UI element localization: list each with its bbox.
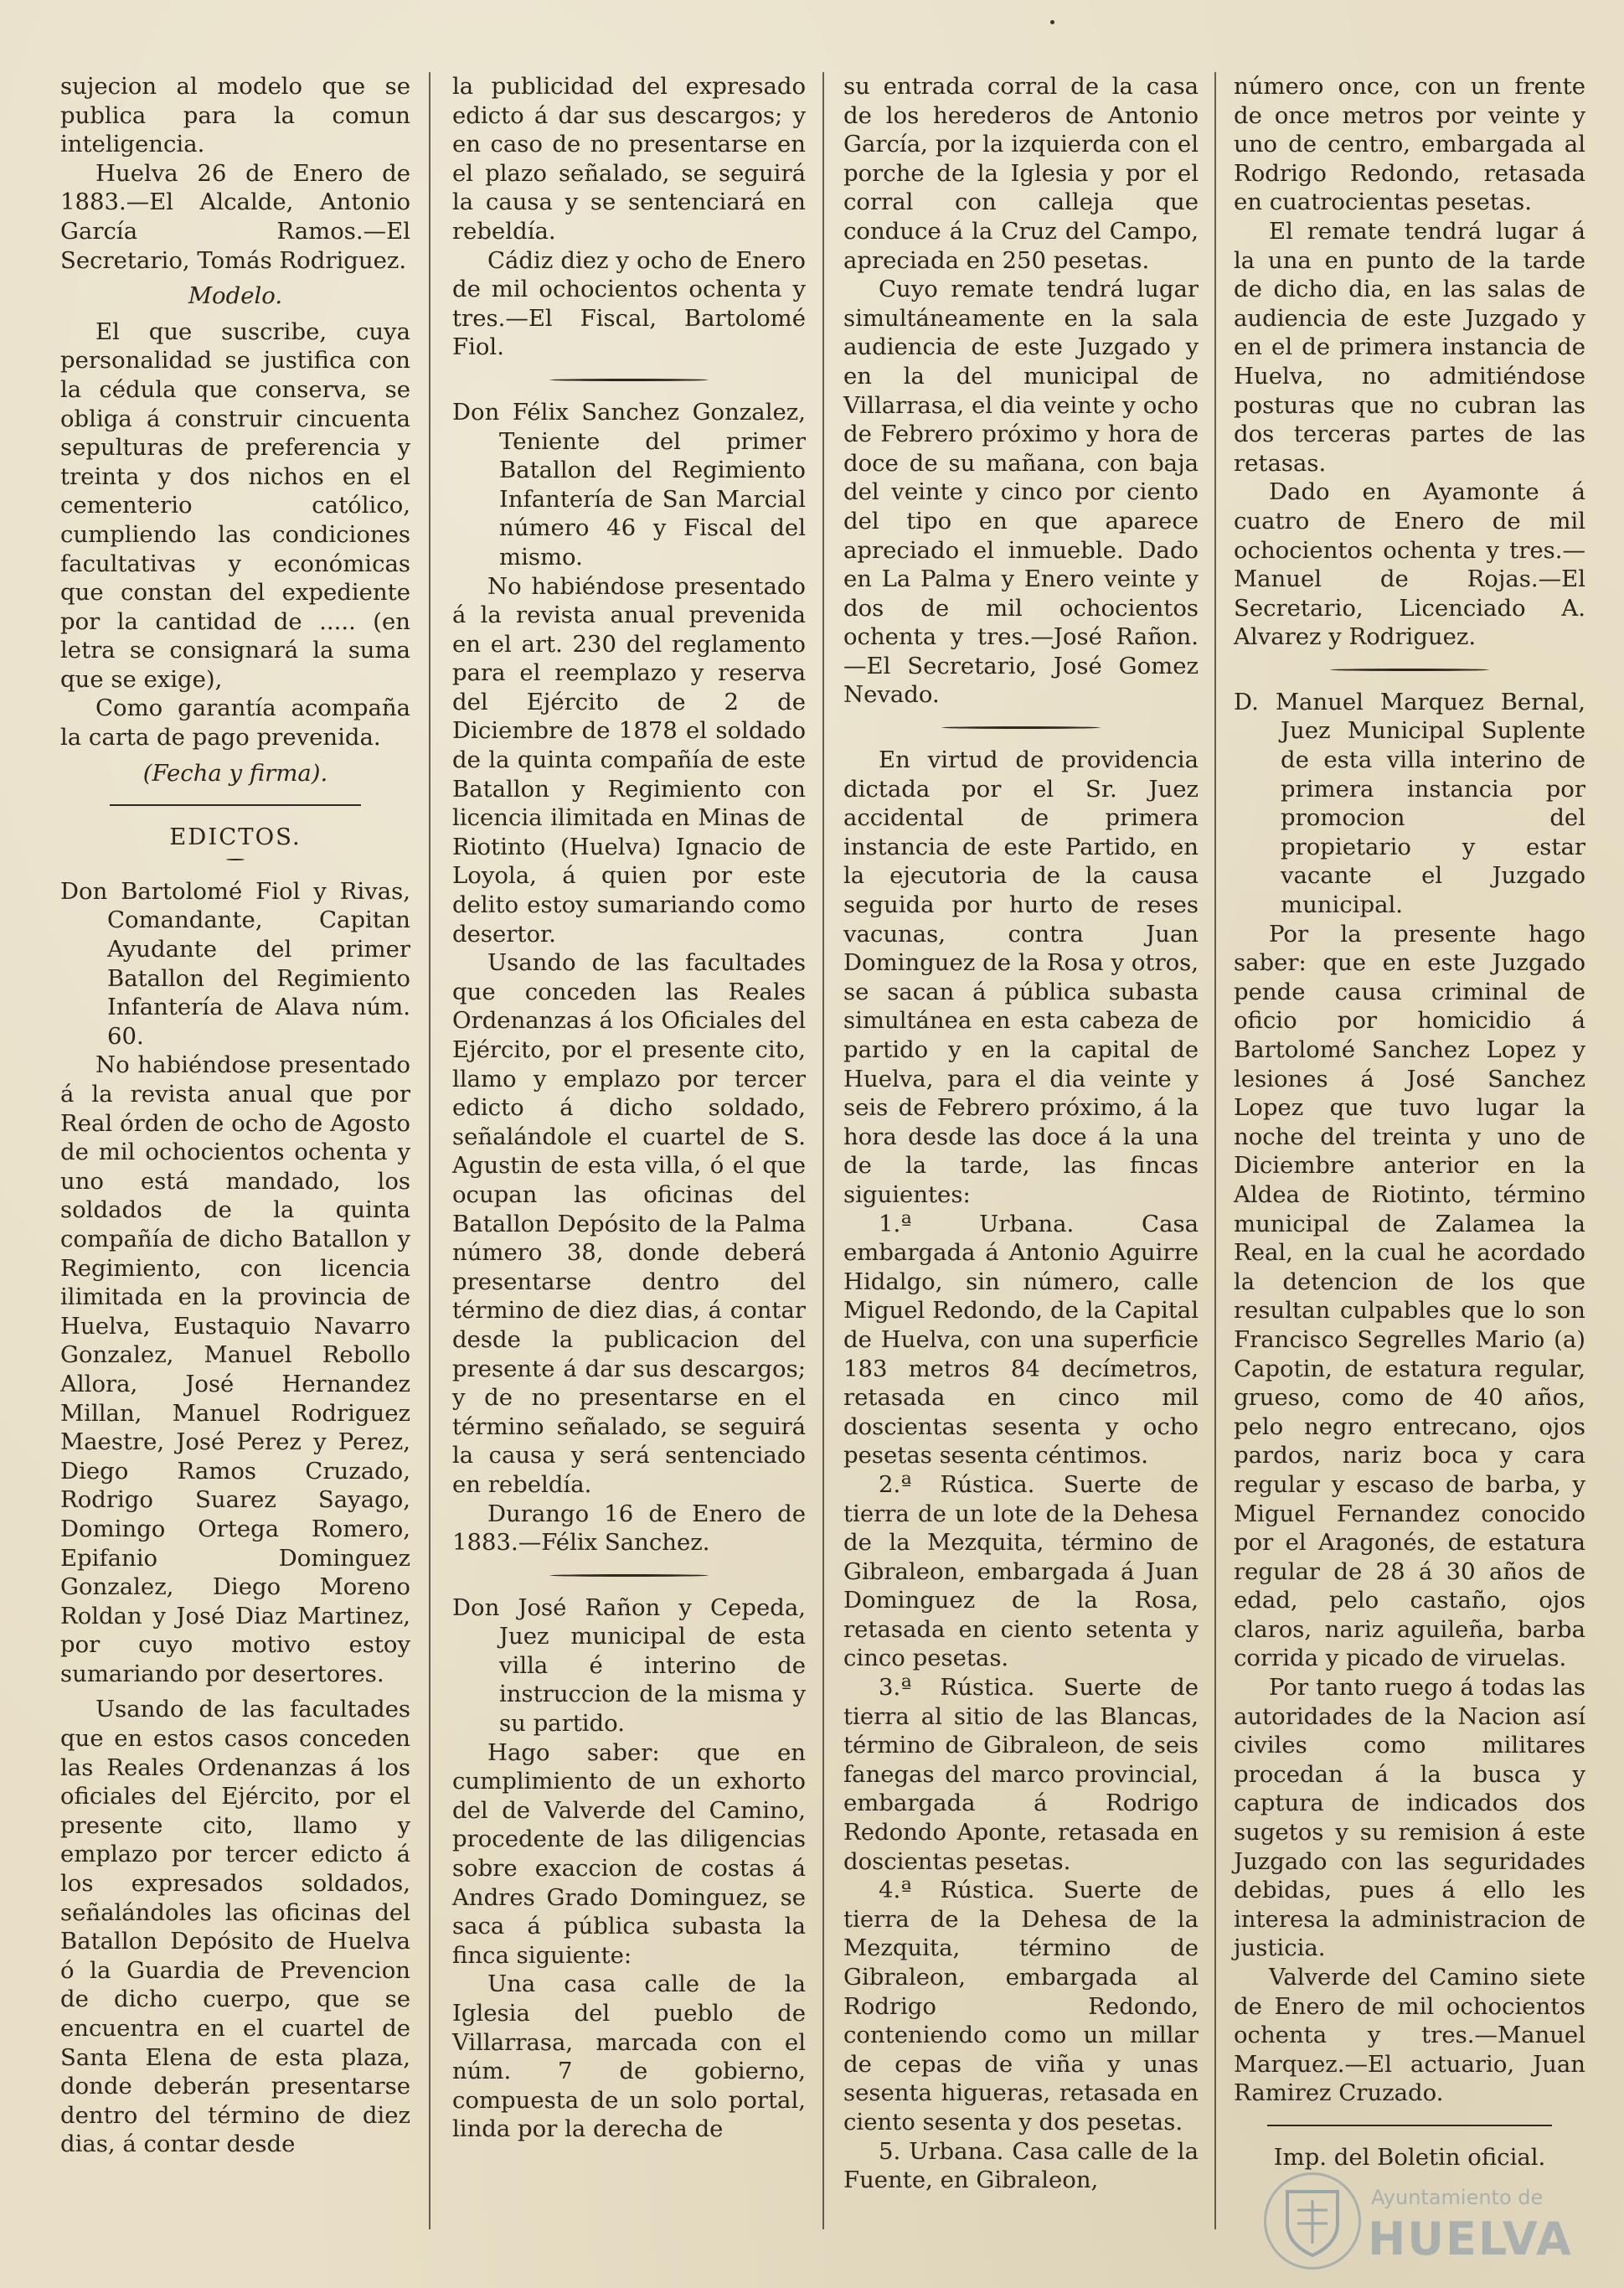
separator-line xyxy=(110,804,361,806)
watermark xyxy=(1264,2166,1574,2275)
list-item: 1.ª Urbana. Casa embargada á Antonio Aguirre Hidalgo, sin número, calle Miguel Redondo, de la Capital de Huelva, con una superficie 183 metros 84 decímetros, retasada en cinco mil doscientas sesenta y ocho pesetas sesenta céntimos. xyxy=(843,1210,1199,1469)
paragraph: El que suscribe, cuya personalidad se justifica con la cédula que conserva, se obliga á construir cincuenta sepulturas de preferencia y treinta y dos nichos en el cementerio católico, cumpliendo las condiciones facultativas y económicas que constan del expediente por la cantidad de ..... (en letra se consignará la suma que se exige), xyxy=(60,318,410,693)
paragraph: Valverde del Camino siete de Enero de mil ochocientos ochenta y tres.—Manuel Marquez.—El actuario, Juan Ramirez Cruzado. xyxy=(1234,1964,1585,2107)
paragraph: Cuyo remate tendrá lugar simultáneamente en la sala audiencia de este Juzgado y en la del municipal de Villarrasa, el dia veinte y ocho de Febrero próximo y hora de doce de su mañana, con baja del veinte y cinco por ciento del tipo en que aparece apreciado el inmueble. Dado en La Palma y Enero veinte y dos de mil ochocientos ochenta y tres.—José Rañon.—El Secretario, José Gomez Nevado. xyxy=(843,276,1199,709)
separator-line xyxy=(1267,2125,1552,2126)
paragraph: Cádiz diez y ocho de Enero de mil ochocientos ochenta y tres.—El Fiscal, Bartolomé Fiol. xyxy=(452,246,806,361)
separator-line xyxy=(549,1574,709,1577)
paragraph: No habiéndose presentado á la revista anual que por Real órden de ocho de Agosto de mil ochocientos ochenta y uno está mandado, los soldados de la quinta compañía de dicho Batallon y Regimiento, con licencia ilimitada en la provincia de Huelva, Eustaquio Navarro Gonzalez, Manuel Rebollo Allora, José Hernandez Millan, Manuel Rodriguez Maestre, José Perez y Perez, Diego Ramos Cruzado, Rodrigo Suarez Sayago, Domingo Ortega Romero, Epifanio Dominguez Gonzalez, Diego Moreno Roldan y José Diaz Martinez, por cuyo motivo estoy sumariando por desertores. xyxy=(60,1051,410,1687)
paragraph: Dado en Ayamonte á cuatro de Enero de mil ochocientos ochenta y tres.—Manuel de Rojas.—El Secretario, Licenciado A. Alvarez y Rodriguez. xyxy=(1234,478,1585,651)
paragraph: Una casa calle de la Iglesia del pueblo de Villarrasa, marcada con el núm. 7 de gobierno, compuesta de un solo portal, linda por la derecha de xyxy=(452,1970,806,2143)
column-1 xyxy=(60,72,410,2238)
paragraph: No habiéndose presentado á la revista anual prevenida en el art. 230 del reglamento para el reemplazo y reserva del Ejército de 2 de Diciembre de 1878 el soldado de la quinta compañía de este Batallon y Regimiento con licencia ilimitada en Minas de Riotinto (Huelva) Ignacio de Loyola, á quien por este delito estoy sumariando como desertor. xyxy=(452,572,806,948)
edict-header: D. Manuel Marquez Bernal, Juez Municipal Suplente de esta villa interino de primera instancia por promocion del propietario y estar vacante el Juzgado municipal. xyxy=(1234,688,1585,919)
column-4 xyxy=(1234,72,1585,2238)
section-title: Modelo. xyxy=(188,282,283,310)
paragraph: Usando de las facultades que en estos casos conceden las Reales Ordenanzas á los oficiales del Ejército, por el presente cito, llamo y emplazo por tercer edicto á los expresados soldados, señalándoles las oficinas del Batallon Depósito de Huelva ó la Guardia de Prevencion de dicho cuerpo, que se encuentra en el cuartel de Santa Elena de esta plaza, donde deberán presentarse dentro del término de diez dias, á contar desde xyxy=(60,1696,410,2158)
printer-imprint: Imp. del Boletin oficial. xyxy=(1273,2143,1546,2171)
paragraph: número once, con un frente de once metros por veinte y uno de centro, embargada al Rodrigo Redondo, retasada en cuatrocientas pesetas. xyxy=(1234,73,1585,216)
list-item: 3.ª Rústica. Suerte de tierra al sitio de las Blancas, término de Gibraleon, de seis fanegas del marco provincial, embargada á Rodrigo Redondo Aponte, retasada en doscientas pesetas. xyxy=(843,1674,1199,1875)
column-rule-2 xyxy=(822,72,824,2229)
watermark-city: HUELVA xyxy=(1368,2213,1573,2265)
paragraph: Por tanto ruego á todas las autoridades de la Nacion así civiles como militares procedan á la busca y captura de indicados dos sugetos y su remision á este Juzgado con las seguridades debidas, pues á ello les interesa la administracion de justicia. xyxy=(1234,1674,1585,1962)
edict-header: Don José Rañon y Cepeda, Juez municipal de esta villa é interino de instruccion de la misma y su partido. xyxy=(452,1593,806,1738)
separator-line xyxy=(1330,669,1489,671)
separator-line xyxy=(549,379,709,381)
paragraph: Huelva 26 de Enero de 1883.—El Alcalde, Antonio García Ramos.—El Secretario, Tomás Rodriguez. xyxy=(60,159,410,274)
column-rule-3 xyxy=(1214,72,1216,2229)
paragraph: Como garantía acompaña la carta de pago prevenida. xyxy=(60,695,410,751)
paragraph: sujecion al modelo que se publica para la comun inteligencia. xyxy=(60,73,410,158)
paragraph: Hago saber: que en cumplimiento de un exhorto del de Valverde del Camino, procedente de las diligencias sobre exaccion de costas á Andres Grado Dominguez, se saca á pública subasta la finca siguiente: xyxy=(452,1738,806,1969)
separator-line xyxy=(941,726,1101,729)
paragraph: Por la presente hago saber: que en este Juzgado pende causa criminal de oficio por homicidio á Bartolomé Sanchez Lopez y lesiones á José Sanchez Lopez que tuvo lugar la noche del treinta y uno de Diciembre anterior en la Aldea de Riotinto, término municipal de Zalamea la Real, en la cual he acordado la detencion de los que resultan culpables que lo son Francisco Segrelles Mario (a) Capotin, de estatura regular, grueso, como de 40 años, pelo negro entrecano, ojos pardos, nariz boca y cara regular y escaso de barba, y Miguel Fernandez conocido por el Aragonés, de estatura regular de 28 á 30 años de edad, pelo castaño, ojos claros, nariz aguileña, barba corrida y picado de viruelas. xyxy=(1234,920,1585,1672)
paragraph: Durango 16 de Enero de 1883.—Félix Sanchez. xyxy=(452,1500,806,1557)
watermark-label: Ayuntamiento de xyxy=(1371,2186,1544,2209)
column-2 xyxy=(452,72,806,2238)
edict-header: Don Bartolomé Fiol y Rivas, Comandante, Capitan Ayudante del primer Batallon del Regimiento Infantería de Alava núm. 60. xyxy=(60,877,410,1050)
list-item: 4.ª Rústica. Suerte de tierra de la Dehesa de la Mezquita, término de Gibraleon, embargada al Rodrigo Redondo, conteniendo como un millar de cepas de viña y unas sesenta higueras, retasada en ciento sesenta y dos pesetas. xyxy=(843,1877,1199,2136)
paragraph: Usando de las facultades que conceden las Reales Ordenanzas á los Oficiales del Ejército, por el presente cito, llamo y emplazo por tercer edicto á dicho soldado, señalándole el cuartel de S. Agustin de esta villa, ó el que ocupan las oficinas del Batallon Depósito de la Palma número 38, donde deberá presentarse dentro del término de diez dias, á contar desde la publicacion del presente á dar sus descargos; y de no presentarse en el término señalado, se seguirá la causa y será sentenciado en rebeldía. xyxy=(452,949,806,1498)
paragraph: En virtud de providencia dictada por el Sr. Juez accidental de primera instancia de este Partido, en la ejecutoria de la causa seguida por hurto de reses vacunas, contra Juan Dominguez de la Rosa y otros, se sacan á pública subasta simultánea en esta cabeza de partido y en la capital de Huelva, para el dia veinte y seis de Febrero próximo, á la hora desde las doce á la una de la tarde, las fincas siguientes: xyxy=(843,746,1199,1208)
paragraph: El remate tendrá lugar á la una en punto de la tarde de dicho dia, en las salas de audiencia de este Juzgado y en el de primera instancia de Huelva, no admitiéndose posturas que no cubran las dos terceras partes de las retasas. xyxy=(1234,217,1585,477)
edict-header: Don Félix Sanchez Gonzalez, Teniente del primer Batallon del Regimiento Infantería de San Marcial número 46 y Fiscal del mismo. xyxy=(452,398,806,571)
column-rule-1 xyxy=(429,72,430,2229)
section-title: EDICTOS. xyxy=(169,824,302,851)
ink-dot xyxy=(1050,20,1054,24)
column-3 xyxy=(843,72,1199,2238)
list-item: 2.ª Rústica. Suerte de tierra de un lote de la Dehesa de la Mezquita, término de Gibraleon, embargada á Juan Dominguez de la Rosa, retasada en ciento setenta y cinco pesetas. xyxy=(843,1470,1199,1672)
paragraph: la publicidad del expresado edicto á dar sus descargos; y en caso de no presentarse en el plazo señalado, se seguirá la causa y se sentenciará en rebeldía. xyxy=(452,73,806,245)
separator-dash xyxy=(226,859,245,860)
date-signature: (Fecha y firma). xyxy=(142,759,328,787)
paragraph: su entrada corral de la casa de los herederos de Antonio García, por la izquierda con el porche de la Iglesia y por el corral con calleja que conduce á la Cruz del Campo, apreciada en 250 pesetas. xyxy=(843,73,1199,274)
crest-icon xyxy=(1264,2172,1361,2270)
list-item: 5. Urbana. Casa calle de la Fuente, en Gibraleon, xyxy=(843,2137,1199,2194)
